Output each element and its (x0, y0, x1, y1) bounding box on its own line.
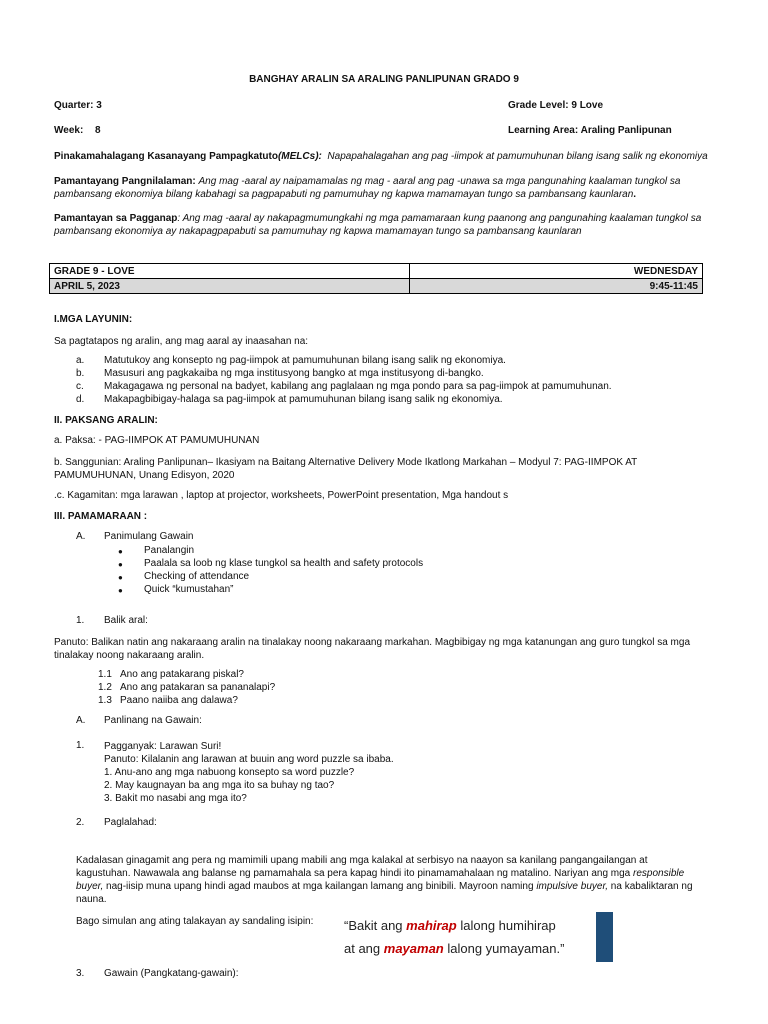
balik-aral-questions (98, 669, 275, 708)
pangnilalaman-label: Pamantayang Pangnilalaman: (54, 176, 196, 187)
paksa-label: a. Paksa: - (54, 435, 105, 446)
pagganap-line1: : Ang mag -aaral ay nakapagmumungkahi ng mga pamamaraan kung paanong ang pangunahing kaalaman tungkol sa (177, 213, 702, 224)
schedule-row-2 (50, 279, 703, 294)
list-item: a. Matutukoy ang konsepto ng pag-iimpok at pamumuhunan bilang isang salik ng ekonomiya. (76, 355, 506, 366)
panuto-line2: tinalakay noong nakaraang aralin. (54, 650, 205, 661)
gawain-title: Gawain (Pangkatang-gawain): (104, 968, 239, 979)
pangnilalaman-line2: pambansang ekonomiya bilang kabahagi sa pagpapabuti ng pamumuhay ng kapwa mamamayan tungo sa pambansang kaunlaran (54, 189, 634, 200)
pangnilalaman-end: . (633, 189, 637, 200)
list-item: b. Masusuri ang pagkakaiba ng mga institusyong bangko at mga institusyong di-bangko. (76, 368, 484, 379)
quote-image (334, 910, 596, 962)
layunin-intro: Sa pagtatapos ng aralin, ang mag aaral ay inaasahan na: (54, 336, 309, 347)
pagganyak-block: Pagganyak: Larawan Suri! Panuto: Kilalanin ang larawan at buuin ang word puzzle sa ibaba. 1. Anu-ano ang mga nabuong konsepto sa word puzzle? 2. May kaugnayan ba ang mga ito sa buhay ng tao? 3. Bakit mo nasabi ang mga ito? (104, 741, 394, 804)
panlinang-title: Panlinang na Gawain: (104, 715, 202, 726)
schedule-time: 9:45-11:45 (409, 279, 702, 294)
list-item: 1.2 Ano ang patakaran sa pananalapi? (98, 682, 276, 693)
bullet-icon: ● (118, 573, 123, 582)
paksa-value: PAG-IIMPOK AT PAMUMUHUNAN (104, 435, 260, 446)
schedule-day: WEDNESDAY (409, 264, 702, 279)
paglalahad-title: Paglalahad: (104, 817, 157, 828)
pagganap-label: Pamantayan sa Pagganap (54, 213, 178, 224)
panimulang-title: Panimulang Gawain (104, 531, 194, 542)
learning-area-label: Learning Area: Araling Panlipunan (508, 125, 672, 136)
week-label: Week: (54, 125, 84, 136)
quote-line1: “Bakit ang mahirap lalong humihirap (344, 918, 556, 933)
list-item: d. Makapagbibigay-halaga sa pag-iimpok at pamumuhunan bilang isang salik ng ekonomiya. (76, 394, 503, 405)
list-item: ● Paalala sa loob ng klase tungkol sa health and safety protocols (118, 558, 424, 569)
pamamaraan-heading: III. PAMAMARAAN : (54, 511, 148, 522)
quarter-label: Quarter: 3 (54, 100, 102, 111)
kagamitan-line: .c. Kagamitan: mga larawan , laptop at projector, worksheets, PowerPoint presentation, Mga handout s (54, 490, 509, 501)
quote-accent-bar (596, 912, 613, 962)
list-item: ● Panalangin (118, 545, 195, 556)
paglalahad-marker: 2. (76, 817, 85, 828)
sanggunian-line2: PAMUMUHUNAN, Unang Edisyon, 2020 (54, 470, 235, 481)
panimulang-marker: A. (76, 531, 86, 542)
list-item: 1.3 Paano naiiba ang dalawa? (98, 695, 238, 706)
pangnilalaman-line1: Ang mag -aaral ay naipamamalas ng mag - aaral ang pag -unawa sa mga pangunahing kaalaman tungkol sa (198, 176, 681, 187)
bago-simulan-text: Bago simulan ang ating talakayan ay sandaling isipin: (76, 916, 314, 927)
panuto-balik-aral (54, 636, 690, 662)
bullet-icon: ● (118, 560, 123, 569)
pagganap-line2: pambansang ekonomiya ay nakapagpapabuti sa pamumuhay ng kapwa mamamayan tungo sa pambansang kaunlaran (54, 226, 582, 237)
quote-line2: at ang mayaman lalong yumayaman.” (344, 941, 565, 956)
melcs-label: Pinakamahalagang Kasanayang Pampagkatuto (54, 151, 278, 162)
layunin-list (76, 355, 612, 407)
balik-aral-title: Balik aral: (104, 615, 148, 626)
schedule-grade: GRADE 9 - LOVE (50, 264, 410, 279)
melcs-label-italic: (MELCs): (277, 151, 322, 162)
list-item: ● Checking of attendance (118, 571, 250, 582)
schedule-table (49, 263, 703, 294)
list-item: ● Quick “kumustahan” (118, 584, 234, 595)
week-value: 8 (95, 125, 101, 136)
melcs-text: Napapahalagahan ang pag -iimpok at pamumuhunan bilang isang salik ng ekonomiya (327, 151, 708, 162)
paksang-heading: II. PAKSANG ARALIN: (54, 415, 158, 426)
paglalahad-paragraph: Kadalasan ginagamit ang pera ng mamimili upang mabili ang mga kalakal at serbisyo na naayon sa kanilang pangangailangan at kagustuhan. Nawawala ang balanse ng pamamahala sa pera kapag hindi ito pinamamahalaan ng matalino. Nariyan ang mga responsible buyer, nag-iisip muna upang hindi agad maubos at mga kailangan lamang ang binibili. Mayroon naming impulsive buyer, na kabaliktaran ng nauna. (76, 855, 693, 905)
pagganyak-marker: 1. (76, 740, 85, 751)
sanggunian (54, 456, 637, 482)
melcs-line (54, 151, 708, 162)
panimulang-bullets (118, 545, 423, 597)
schedule-date: APRIL 5, 2023 (50, 279, 410, 294)
panuto-line1: Panuto: Balikan natin ang nakaraang aralin na tinalakay noong nakaraang markahan. Magbibigay ng mga katanungan ang guro tungkol sa mga (54, 637, 691, 648)
list-item: 1.1 Ano ang patakarang piskal? (98, 669, 244, 680)
gawain-marker: 3. (76, 968, 85, 979)
layunin-heading: I.MGA LAYUNIN: (54, 314, 133, 325)
bullet-icon: ● (118, 586, 123, 595)
panlinang-marker: A. (76, 715, 86, 726)
grade-level-label: Grade Level: 9 Love (508, 100, 604, 111)
list-item: c. Makagagawa ng personal na badyet, kabilang ang paglalaan ng mga pondo para sa pag-iimpok at pamumuhunan. (76, 381, 612, 392)
bullet-icon: ● (118, 547, 123, 556)
schedule-row-1 (50, 264, 703, 279)
balik-aral-marker: 1. (76, 615, 85, 626)
pamantayan-sa-pagganap (54, 212, 701, 238)
pamantayang-pangnilalaman (54, 175, 680, 201)
paksa-line (54, 435, 259, 446)
sanggunian-line1: b. Sanggunian: Araling Panlipunan– Ikasiyam na Baitang Alternative Delivery Mode Ikatlong Markahan – Modyul 7: PAG-IIMPOK AT (54, 457, 638, 468)
page-title: BANGHAY ARALIN SA ARALING PANLIPUNAN GRADO 9 (249, 74, 519, 85)
